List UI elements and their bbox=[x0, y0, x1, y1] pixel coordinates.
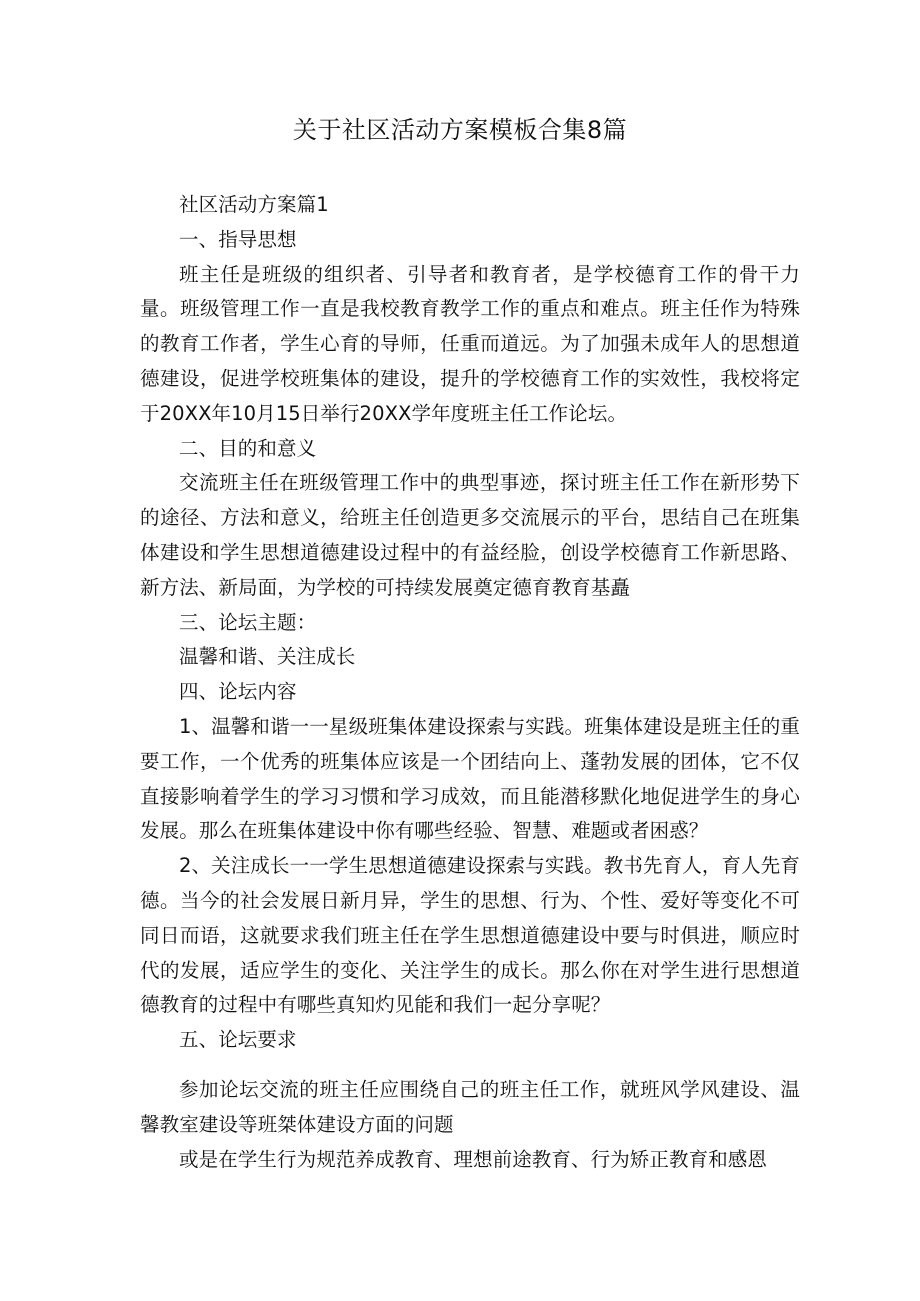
section-heading: 社区活动方案篇1 bbox=[179, 193, 329, 216]
body-paragraph: 2、关注成长一一学生思想道德建设探索与实践。教书先育人，育人先育德。当今的社会发展日新月异，学生的思想、行为、个性、爱好等变化不可同日而语，这就要求我们班主任在学生思想道德建设中要与时俱进，顺应时代的发展，适应学生的变化、关注学生的成长。那么你在对学生进行思想道德教育的过程中有哪些真知灼见能和我们一起分享呢？ bbox=[140, 854, 800, 1017]
document-body bbox=[140, 188, 800, 1177]
subsection-heading: 五、论坛要求 bbox=[179, 1028, 297, 1052]
subsection-heading: 二、目的和意义 bbox=[179, 436, 317, 460]
body-paragraph: 交流班主任在班级管理工作中的典型事迹，探讨班主任工作在新形势下的途径、方法和意义，给班主任创造更多交流展示的平台，思结自己在班集体建设和学生思想道德建设过程中的有益经脸，创设学校德育工作新思路、新方法、新局面，为学校的可持续发展奠定德育教育基矗 bbox=[140, 471, 800, 599]
body-paragraph: 1、温馨和谐一一星级班集体建设探索与实践。班集体建设是班主任的重要工作，一个优秀的班集体应该是一个团结向上、蓬勃发展的团体，它不仅直接影响着学生的学习习惯和学习成效，而且能潜移默化地促进学生的身心发展。那么在班集体建设中你有哪些经验、智慧、难题或者困惑？ bbox=[140, 714, 800, 843]
subsection-heading: 一、指导思想 bbox=[179, 227, 297, 251]
document-title: 关于社区活动方案模板合集8篇 bbox=[292, 116, 628, 144]
body-paragraph: 温馨和谐、关注成长 bbox=[179, 645, 356, 669]
subsection-heading: 三、论坛主题： bbox=[179, 610, 317, 634]
body-paragraph: 班主任是班级的组织者、引导者和教育者，是学校德育工作的骨干力量。班级管理工作一直是我校教育教学工作的重点和难点。班主任作为特殊的教育工作者，学生心育的导师，任重而道远。为了加强未成年人的思想道德建设，促进学校班集体的建设，提升的学校德育工作的实效性，我校将定于20XX年10月15日举行20XX学年度班主任工作论坛。 bbox=[140, 262, 800, 425]
body-paragraph: 参加论坛交流的班主任应围绕自己的班主任工作，就班风学风建设、温馨教室建设等班桀体建设方面的问题 bbox=[140, 1077, 800, 1136]
body-paragraph: 或是在学生行为规范养成教育、理想前途教育、行为矫正教育和感恩 bbox=[179, 1147, 768, 1171]
subsection-heading: 四、论坛内容 bbox=[179, 680, 297, 704]
